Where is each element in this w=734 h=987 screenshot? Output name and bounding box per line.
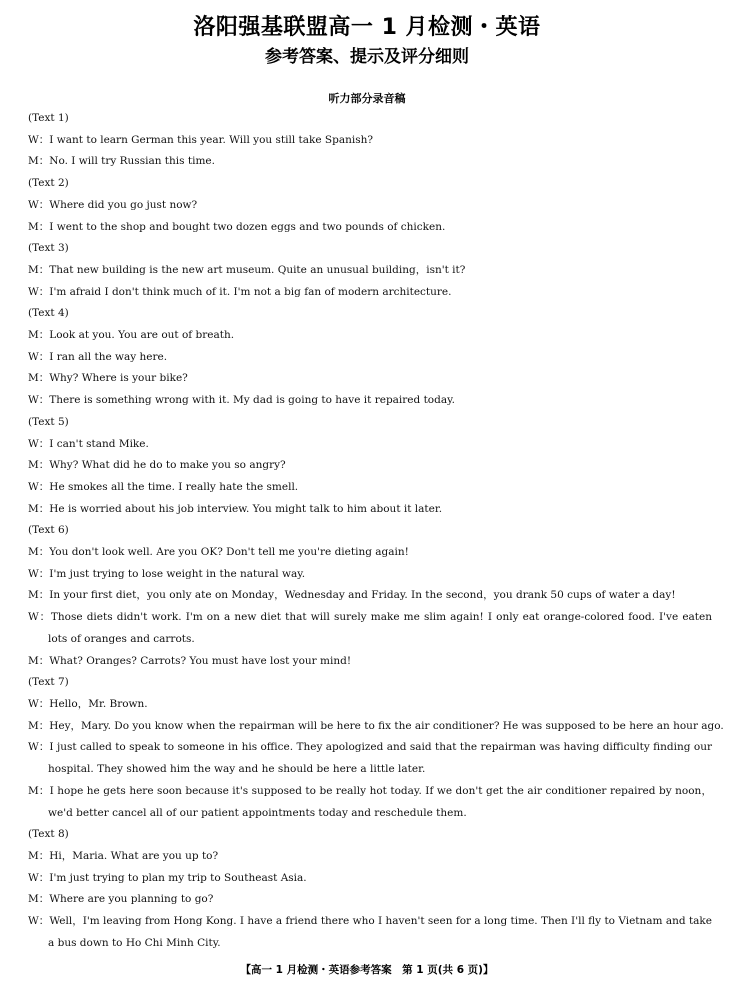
dialogue-line: M：Why? Where is your bike? — [28, 372, 188, 385]
dialogue-line: M：Hi，Maria. What are you up to? — [28, 849, 219, 862]
dialogue-line: W：Well，I'm leaving from Hong Kong. I have a friend there who I haven't seen for a long time. Then I'll fly to Vietnam and take a bus down to Ho Chi Minh City. — [28, 915, 712, 949]
document-title: 洛阳强基联盟高一 1 月检测・英语 — [193, 15, 541, 40]
dialogue-line: W：I just called to speak to someone in his office. They apologized and said that the repairman was having difficulty finding our hospital. They showed him the way and he should be here a little later. — [28, 741, 712, 776]
dialogue-line: M：No. I will try Russian this time. — [28, 155, 215, 168]
dialogue-line: M：You don't look well. Are you OK? Don't tell me you're dieting again! — [28, 546, 409, 559]
text-label: (Text 6) — [28, 524, 69, 537]
dialogue-line: W：I want to learn German this year. Will you still take Spanish? — [28, 133, 373, 146]
text-label: (Text 2) — [28, 177, 69, 190]
dialogue-line: M：Why? What did he do to make you so angry? — [28, 459, 286, 472]
dialogue-line: W：I can't stand Mike. — [28, 437, 149, 450]
dialogue-line: M：I hope he gets here soon because it's supposed to be really hot today. If we don't get the air conditioner repaired by noon，we'd better cancel all of our patient appointments today and reschedule them. — [28, 784, 712, 819]
transcript-body — [28, 108, 724, 954]
text-label: (Text 8) — [28, 828, 69, 841]
dialogue-line: M：That new building is the new art museum. Quite an unusual building，isn't it? — [28, 263, 466, 276]
dialogue-line: W：Those diets didn't work. I'm on a new diet that will surely make me slim again! I only eat orange-colored food. I've eaten lots of oranges and carrots. — [28, 611, 712, 645]
text-label: (Text 1) — [28, 112, 69, 124]
text-label: (Text 4) — [28, 307, 69, 320]
dialogue-line: W：I ran all the way here. — [28, 350, 168, 363]
dialogue-line: M：What? Oranges? Carrots? You must have lost your mind! — [28, 654, 352, 667]
dialogue-line: M：He is worried about his job interview. You might talk to him about it later. — [28, 502, 443, 515]
text-label: (Text 5) — [28, 415, 69, 428]
dialogue-line: W：He smokes all the time. I really hate the smell. — [28, 480, 299, 493]
dialogue-line: M：I went to the shop and bought two dozen eggs and two pounds of chicken. — [28, 220, 446, 233]
dialogue-line: W：There is something wrong with it. My dad is going to have it repaired today. — [28, 394, 455, 407]
dialogue-line: M：Look at you. You are out of breath. — [28, 329, 235, 342]
text-label: (Text 3) — [28, 242, 69, 255]
dialogue-line: W：I'm just trying to plan my trip to Southeast Asia. — [28, 871, 307, 884]
dialogue-line: W：I'm just trying to lose weight in the natural way. — [28, 567, 306, 580]
dialogue-line: M：Where are you planning to go? — [28, 893, 214, 906]
dialogue-line: M：In your first diet，you only ate on Monday，Wednesday and Friday. In the second，you drank 50 cups of water a day! — [28, 589, 676, 602]
text-label: (Text 7) — [28, 676, 69, 689]
page-footer: 【高一 1 月检测・英语参考答案 第 1 页(共 6 页)】 — [240, 964, 494, 976]
section-title: 听力部分录音稿 — [328, 92, 406, 105]
dialogue-line: W：I'm afraid I don't think much of it. I'm not a big fan of modern architecture. — [28, 285, 452, 298]
dialogue-line: W：Hello，Mr. Brown. — [28, 697, 148, 710]
dialogue-line: W：Where did you go just now? — [28, 198, 198, 211]
document-subtitle: 参考答案、提示及评分细则 — [265, 47, 469, 67]
dialogue-line: M：Hey，Mary. Do you know when the repairman will be here to fix the air conditioner? He was supposed to be here an hour ago. — [28, 719, 724, 732]
